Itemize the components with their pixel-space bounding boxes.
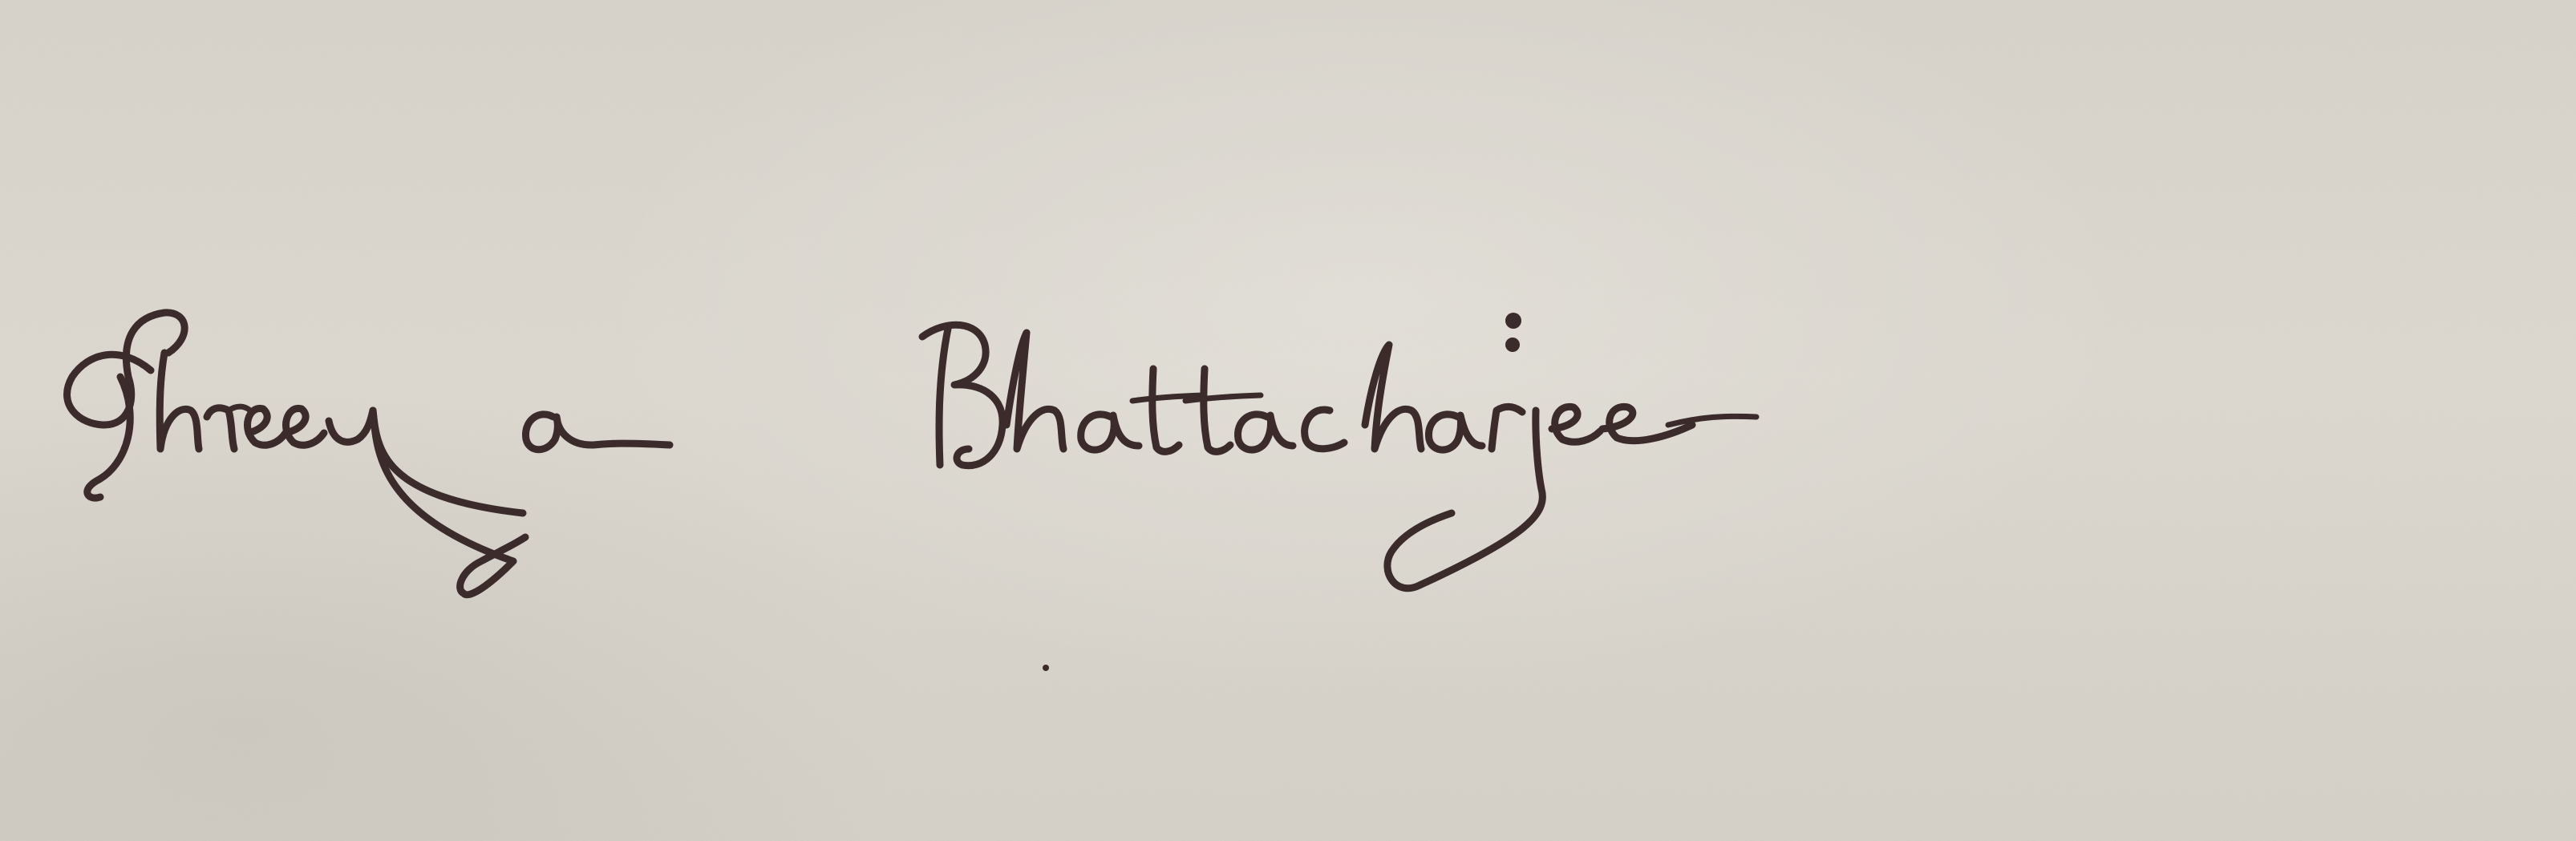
signature-first-name (67, 313, 670, 595)
signature-last-name (922, 313, 1756, 588)
ink-speck (1043, 665, 1049, 671)
